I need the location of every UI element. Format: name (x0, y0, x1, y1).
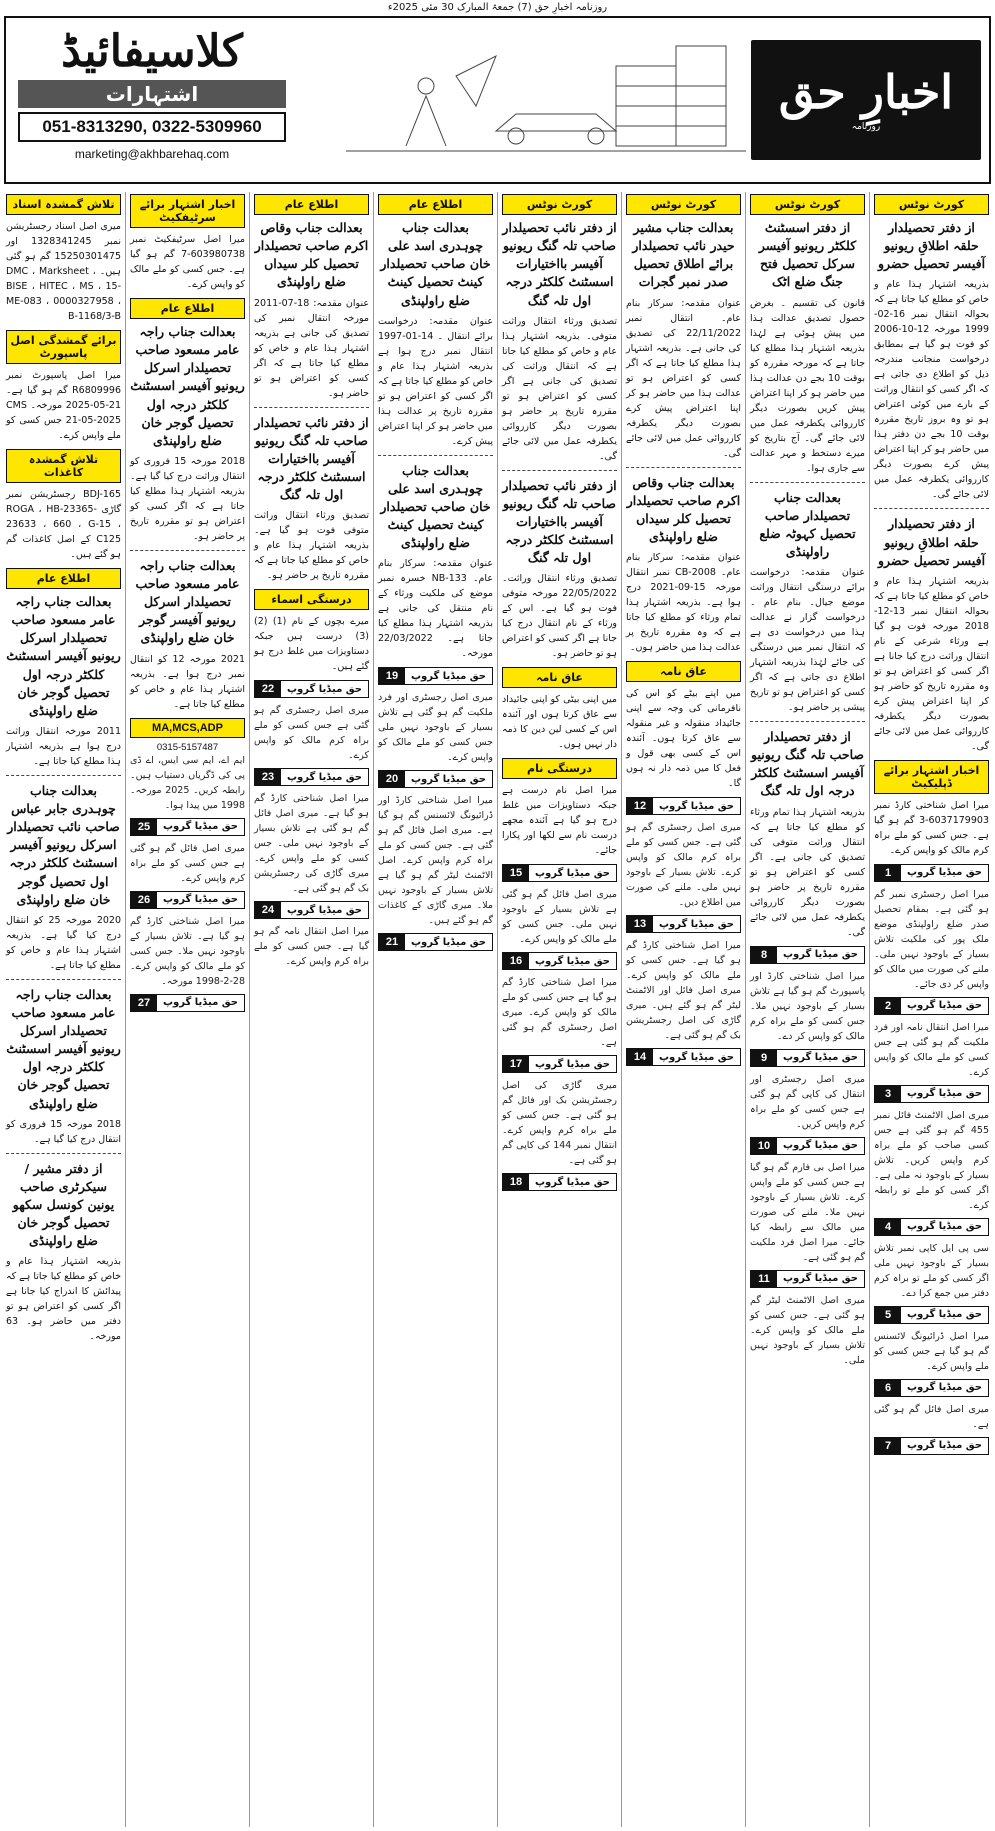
media-group-label: حق میڈیا گروپ (658, 918, 735, 930)
section-header: اطلاع عام (6, 568, 121, 589)
notice-heading: از دفتر اسسٹنٹ کلکٹر ریونیو آفیسر سرکل تحصیل فتح جنگ ضلع اٹک (758, 220, 857, 290)
media-group-label: حق میڈیا گروپ (410, 773, 487, 785)
notice-body: بذریعہ اشتہار ہذا عام و خاص کو مطلع کیا جاتا ہے کہ پیدائش کا اندراج کیا جانا ہے اگر کسی کو اعتراض ہو تو دفتر میں حاضر ہو۔ 63 مورخہ۔ (6, 1256, 121, 1343)
ad-number: 18 (503, 1174, 529, 1190)
ad-number: 27 (131, 995, 157, 1011)
ad-number: 17 (503, 1056, 529, 1072)
section-header: اخبار اشتہار برائے سرٹیفکیٹ (130, 194, 245, 228)
ad-number: 22 (255, 681, 281, 697)
media-group-label: حق میڈیا گروپ (410, 670, 487, 682)
notice-body: بذریعہ اشتہار ہذا عام و خاص کو مطلع کیا جاتا ہے کہ بحوالہ انتقال نمبر 16-02-1999 مورخہ 12-10-2006 کو فوت ہو گیا ہے بمطابق درخواست منجانب مندرجہ ذیل کو اطلاع دی جاتی ہے کہ اگر کسی کو انتقال وراثت کے بارے میں کوئی اعتراض ہو تو وہ بروز تاریخ مقررہ بوقت 10 بجے دن دفتر ہذا میں حاضر ہو کر اپنا اعتراض پیش کرے بصورت دیگر کارروائی یکطرفہ عمل میں لائی جائے گی۔ (874, 279, 989, 501)
dateline: روزنامہ اخبارِ حق (7) جمعۃ المبارک 30 مئی 2025ء (387, 2, 608, 13)
ad-number: 12 (627, 798, 653, 814)
column-2 (745, 192, 869, 1827)
divider (874, 508, 989, 509)
notice-body: عنوان مقدمہ: سرکار بنام عام۔ انتقال نمبر 22/11/2022 کی تصدیق کی جانی ہے۔ بذریعہ اشتہار ہذا مطلع کیا جاتا ہے کہ اگر کسی کو اعتراض ہو تو عدالت ہذا میں حاضر ہو کر اپنا اعتراض پیش کرے بصورت دیگر یکطرفہ کارروائی عمل میں لائی جائے گی۔ (626, 297, 741, 459)
notice-text: میری اصل الاٹمنٹ فائل نمبر 455 گم ہو گئی ہے جس کسی صاحب کو ملے براہ کرم واپس کریں۔ تلاش بسیار کے باوجود نہ ملی ہے۔ اگر کسی کو ملے تو رابطہ کرے۔ (874, 1109, 989, 1211)
section-header: اطلاع عام (130, 298, 245, 319)
notice-text: میری اصل الاٹمنٹ لیٹر گم ہو گئی ہے۔ جس کسی کو ملے مالک کو واپس کرے۔ تلاش بسیار کے باوجود نہیں ملی۔ (750, 1294, 865, 1366)
section-header: برائے گمشدگی اصل پاسپورٹ (6, 330, 121, 364)
divider (626, 467, 741, 468)
section-header: کورٹ نوٹس (874, 194, 989, 215)
notice-text: میرا اصل رجسٹری نمبر گم ہو گئی ہے۔ بمقام تحصیل صدر ضلع راولپنڈی موضع ملک پور کی ملکیت تلاش بسیار کے باوجود نہیں ملی۔ ملنے کی صورت میں مالک کو واپس کر دی جائے۔ (874, 888, 989, 990)
notice-text: میرا اصل شناختی کارڈ گم ہو گیا ہے جس کسی کو ملے مالک کو واپس کرے۔ میری اصل رجسٹری گم ہو گئی ہے۔ (502, 977, 617, 1049)
divider (750, 721, 865, 722)
media-group-bar (874, 1306, 989, 1324)
ad-number: 2 (875, 998, 901, 1014)
media-group-bar (626, 797, 741, 815)
media-group-label: حق میڈیا گروپ (162, 894, 239, 905)
notice-body: 2018 مورخہ 15 فروری کو انتقال درج کیا گیا ہے۔ (6, 1118, 121, 1145)
notice-text: میرا اصل بی فارم گم ہو گیا ہے جس کسی کو ملے واپس کرے۔ تلاش بسیار کے باوجود نہیں ملا۔ ملنے کی صورت میں مالک سے رابطہ کیا جائے۔ میرا اصل فرد ملکیت گم ہو گئی ہے۔ (750, 1161, 865, 1263)
classified-phone: 051-8313290, 0322-5309960 (18, 112, 286, 142)
media-group-label: حق میڈیا گروپ (782, 949, 859, 960)
media-group-bar (378, 933, 493, 951)
notice-body: بذریعہ اشتہار ہذا تمام ورثاء کو مطلع کیا جاتا ہے کہ انتقال وراثت متوفی کی تصدیق کی جانی ہے۔ اگر کسی کو اعتراض ہو تو مقررہ تاریخ پر حاضر ہو بصورت دیگر کارروائی یکطرفہ عمل میں لائی جائے گی۔ (750, 806, 865, 938)
notice-heading: بعدالت جناب راجہ عامر مسعود صاحب تحصیلدار اسرکل ریونیو آفیسر اسسٹنٹ کلکٹر درجہ اول تحصیل گوجر خان ضلع راولپنڈی (6, 594, 121, 718)
notice-heading: از دفتر تحصیلدار صاحب تلہ گنگ ریونیو آفیسر اسسٹنٹ کلکٹر درجہ اول تلہ گنگ (750, 729, 864, 799)
ad-number: 23 (255, 769, 281, 785)
media-group-label: حق میڈیا گروپ (534, 955, 611, 967)
media-group-label: حق میڈیا گروپ (410, 936, 487, 948)
divider (130, 550, 245, 551)
section-header: اطلاع عام (254, 194, 369, 215)
section-header: کورٹ نوٹس (750, 194, 865, 215)
media-group-bar (750, 946, 865, 964)
media-group-bar (254, 768, 369, 786)
media-group-label: حق میڈیا گروپ (906, 1000, 983, 1012)
media-group-bar (874, 1085, 989, 1103)
notice-body: تصدیق ورثاء انتقال وراثت متوفی فوت ہو گیا ہے۔ بذریعہ اشتہار ہذا عام و خاص کو مطلع کیا جاتا ہے کہ مقررہ تاریخ پر حاضر ہو۔ (254, 510, 369, 582)
notice-text: میرا اصل شناختی کارڈ اور پاسپورٹ گم ہو گیا ہے تلاش بسیار کے باوجود نہیں ملا۔ جس کسی کو ملے براہ کرم مالک کو واپس کر دے۔ (750, 970, 865, 1042)
media-group-label: حق میڈیا گروپ (658, 1051, 735, 1063)
media-group-label: حق میڈیا گروپ (534, 867, 611, 879)
section-header: تلاش گمشدہ اسناد (6, 194, 121, 215)
notice-heading: از دفتر نائب تحصیلدار صاحب تلہ گنگ ریونیو آفیسر بااختیارات اسسٹنٹ کلکٹر درجہ اول تلہ گنگ (502, 477, 617, 566)
notice-heading: از دفتر تحصیلدار حلقہ اطلاقِ ریونیو آفیسر تحصیل حضرو (877, 220, 986, 272)
section-header: اطلاع عام (378, 194, 493, 215)
notice-text: میرا اصل انتقال نامہ گم ہو گیا ہے۔ جس کسی کو ملے براہ کرم واپس کرے۔ (254, 926, 369, 968)
divider (254, 407, 369, 408)
media-group-bar (502, 1173, 617, 1191)
notice-body: قانون کی تقسیم ۔ بغرض حصول تصدیق عدالت ہذا میں پیش ہوئی ہے لہٰذا بذریعہ اشتہار ہذا مطلع کیا جاتا ہے کہ مورخہ مقررہ کو بوقت 10 بجے دن عدالت ہذا میں حاضر ہو کر اپنا اعتراض پیش کریں بصورت دیگر کارروائی یکطرفہ عمل میں لائی جائے گی۔ آج بتاریخ کو میرے دستخط و مہر عدالت سے جاری ہوا۔ (750, 297, 865, 474)
media-group-bar (502, 1055, 617, 1073)
notice-text: میرا اصل ڈرائیونگ لائسنس گم ہو گیا ہے جس کسی کو ملے واپس کرے۔ (874, 1330, 989, 1372)
logo-subtitle: روزنامہ (851, 122, 881, 133)
divider (6, 979, 121, 980)
media-group-bar (378, 667, 493, 685)
notice-text: میرا اصل شناختی کارڈ گم ہو گیا ہے۔ جس کسی کو ملے مالک کو واپس کرے۔ میری اصل فائل اور الاٹمنٹ لیٹر گم ہو گئے ہیں۔ میری گاڑی کی اصل رجسٹریشن بک گم ہو گئی ہے۔ (626, 940, 741, 1041)
notice-body: میرا اصل شناختی کارڈ نمبر 6037179903-3 گم ہو گیا ہے۔ جس کسی کو ملے براہ کرم مالک کو واپس کرے۔ (874, 799, 989, 856)
media-group-label: حق میڈیا گروپ (906, 1221, 983, 1233)
notice-body: بذریعہ اشتہار ہذا عام و خاص کو مطلع کیا جاتا ہے کہ بحوالہ انتقال نمبر 13-12-2018 مورخہ فوت ہو گیا ہے ورثاء شرعی کے نام انتقال وراثت درج کیا جانا ہے اگر کسی کو اعتراض ہو تو وہ مقررہ تاریخ کو حاضر ہو کر اپنا اعتراض پیش کرے بصورت دیگر یکطرفہ کارروائی عمل میں لائی جائے گی۔ (874, 575, 989, 752)
column-4 (497, 192, 621, 1827)
ad-number: 25 (131, 819, 157, 835)
notice-body: 2021 مورخہ 12 کو انتقال نمبر درج ہوا ہے۔ بذریعہ اشتہار ہذا عام و خاص کو مطلع کیا جاتا ہے۔ (130, 653, 245, 710)
media-group-bar (750, 1137, 865, 1155)
media-group-label: حق میڈیا گروپ (658, 800, 735, 812)
media-group-bar (874, 1218, 989, 1236)
classified-title: کلاسیفائیڈ (61, 26, 243, 77)
divider (378, 455, 493, 456)
media-group-label: حق میڈیا گروپ (162, 821, 239, 832)
newspaper-logo (751, 40, 981, 160)
masthead-illustration (346, 36, 746, 160)
media-group-bar (254, 901, 369, 919)
divider (6, 775, 121, 776)
ad-number: 19 (379, 668, 405, 684)
classified-email: marketing@akhbarehaq.com (74, 147, 230, 162)
notice-body: 2020 مورخہ 25 کو انتقال درج کیا گیا ہے۔ بذریعہ اشتہار ہذا عام و خاص کو مطلع کیا جاتا ہے۔ (6, 914, 121, 971)
ad-number: 1 (875, 865, 901, 881)
notice-text: میرا اصل شناختی کارڈ گم ہو گیا ہے۔ میری اصل فائل گم ہو گئی ہے تلاش بسیار کے باوجود نہیں ملی۔ جس کسی کو ملے واپس کرے۔ میری گاڑی کی رجسٹریشن بک گم ہو گئی ہے۔ (254, 793, 369, 895)
classified-subtitle: اشتہارات (18, 80, 286, 108)
ad-number: 11 (751, 1271, 777, 1287)
notice-heading: بعدالت جناب راجہ عامر مسعود صاحب تحصیلدار اسرکل ریونیو آفیسر اسسٹنٹ کلکٹر درجہ اول تحصیل گوجر خان ضلع راولپنڈی (6, 986, 121, 1111)
notice-heading: از دفتر نائب تحصیلدار صاحب تلہ گنگ ریونیو آفیسر بااختیارات اسسٹنٹ کلکٹر درجہ اول تلہ گنگ (502, 220, 617, 308)
ad-number: 4 (875, 1219, 901, 1235)
masthead (4, 16, 991, 184)
column-3 (621, 192, 745, 1827)
column-5 (373, 192, 497, 1827)
media-group-label: حق میڈیا گروپ (534, 1176, 611, 1188)
notice-heading: بعدالت جناب چوہدری جابر عباس صاحب نائب تحصیلدار اسرکل ریونیو آفیسر اسسٹنٹ کلکٹر درجہ اول تحصیل گوجر خان ضلع راولپنڈی (7, 782, 120, 907)
ad-number: 14 (627, 1049, 653, 1065)
logo-title: اخبارِ حق (778, 64, 954, 119)
notice-heading: بعدالت جناب وقاص اکرم صاحب تحصیلدار تحصیل کلر سیداں ضلع راولپنڈی (254, 220, 369, 290)
notice-body: عنوان مقدمہ: سرکار بنام عام۔ NB-133 خسرہ نمبر موضع کی ملکیت ورثاء کے نام منتقل کی جانی ہے بذریعہ اشتہار ہذا مطلع کیا جاتا ہے۔ 22/03/2022 مورخہ۔ (378, 558, 493, 660)
notice-text: میری گاڑی کی اصل رجسٹریشن بک اور فائل گم ہو گئی ہے۔ جس کسی کو ملے براہ کرم واپس کرے۔ انتقال نمبر 144 کی کاپی گم ہو گئی ہے۔ (502, 1080, 617, 1167)
media-group-bar (874, 1437, 989, 1455)
notice-heading: از دفتر نائب تحصیلدار صاحب تلہ گنگ ریونیو آفیسر بااختیارات اسسٹنٹ کلکٹر درجہ اول تلہ گنگ (254, 414, 369, 502)
notice-body: میں اپنی بیٹی کو اپنی جائیداد سے عاق کرتا ہوں اور آئندہ اس کے کسی لین دین کا ذمہ دار نہیں ہوں۔ (502, 694, 617, 751)
ad-number: 9 (751, 1050, 777, 1066)
ad-number: 16 (503, 953, 529, 969)
section-header: درستگی نام (502, 758, 617, 779)
notice-body: عنوان مقدمہ: 18-07-2011 مورخہ انتقال نمبر کی تصدیق کی جانی ہے بذریعہ اشتہار ہذا عام و خاص کو مطلع کیا جاتا ہے کہ اگر کسی کو اعتراض ہو تو حاضر ہو۔ (254, 297, 369, 399)
media-group-bar (874, 997, 989, 1015)
column-1 (869, 192, 993, 1827)
classified-banner (18, 28, 286, 161)
notice-body: تصدیق ورثاء انتقال وراثت متوفی۔ بذریعہ اشتہار ہذا عام و خاص کو مطلع کیا جاتا ہے کہ انتقال وراثت کی تصدیق کی جانی ہے اگر کسی کو اعتراض ہو تو مقررہ تاریخ پر حاضر ہو بصورت دیگر کارروائی یکطرفہ عمل میں لائی جائے گی۔ (502, 315, 617, 462)
ad-number: 10 (751, 1138, 777, 1154)
notice-heading: بعدالت جناب چوہدری اسد علی خان صاحب تحصیلدار کینٹ تحصیل کینٹ ضلع راولپنڈی (380, 462, 491, 551)
section-header: عاق نامہ (626, 661, 741, 682)
media-group-label: حق میڈیا گروپ (286, 771, 363, 783)
notice-text: میری اصل فائل گم ہو گئی ہے جس کسی کو ملے براہ کرم واپس کرے۔ (130, 842, 245, 884)
media-group-bar (626, 915, 741, 933)
notice-text: سی پی ایل کاپی نمبر تلاش بسیار کے باوجود نہیں ملی اگر کسی کو ملے تو براہ کرم دفتر میں جمع کرا دے۔ (874, 1242, 989, 1299)
notice-text: میری اصل فائل گم ہو گئی ہے تلاش بسیار کے باوجود نہیں ملی۔ جس کسی کو ملے مالک کو واپس کرے۔ (502, 889, 617, 946)
ad-number: 20 (379, 771, 405, 787)
media-group-bar (378, 770, 493, 788)
notice-heading: بعدالت جناب راجہ عامر مسعود صاحب تحصیلدار اسرکل ریونیو آفیسر اسسٹنٹ کلکٹر درجہ اول تحصیل گوجر خان ضلع راولپنڈی (130, 324, 245, 448)
notice-body: عنوان مقدمہ: سرکار بنام عام۔ CB-2008 نمبر انتقال مورخہ 15-09-2021 درج ہوا ہے۔ بذریعہ اشتہار ہذا تمام ورثاء کو مطلع کیا جاتا ہے کہ وہ مقررہ تاریخ پر عدالت ہذا میں حاضر ہوں۔ (626, 552, 742, 653)
notice-body: 2011 مورخہ انتقال وراثت درج ہوا ہے بذریعہ اشتہار ہذا مطلع کیا جاتا ہے۔ (6, 725, 121, 767)
media-group-label: حق میڈیا گروپ (906, 1382, 983, 1394)
media-group-bar (750, 1270, 865, 1288)
column-6 (249, 192, 373, 1827)
media-group-label: حق میڈیا گروپ (906, 1309, 983, 1321)
media-group-bar (130, 818, 245, 836)
divider (502, 470, 617, 471)
column-7 (125, 192, 249, 1827)
divider (6, 1153, 121, 1154)
notice-body: میں اپنے بیٹے کو اس کی نافرمانی کی وجہ سے اپنی جائیداد منقولہ و غیر منقولہ سے عاق کرتا ہوں۔ آئندہ اس کے کسی بھی قول و فعل کا میں ذمہ دار نہ ہوں گا۔ (626, 688, 741, 789)
ad-number: 8 (751, 947, 777, 963)
notice-text: میرا اصل انتقال نامہ اور فرد ملکیت گم ہو گئی ہے جس کسی کو ملے مالک کو واپس کرے۔ (874, 1021, 989, 1078)
notice-text: میری اصل رجسٹری گم ہو گئی ہے جس کسی کو ملے براہ کرم مالک کو واپس کرے۔ (254, 705, 369, 762)
notice-text: ایم اے، ایم سی ایس، اے ڈی پی کی ڈگریاں دستیاب ہیں۔ رابطہ کریں۔ 2025 مورخہ۔ 1998 میں پیدا ہوا۔ (130, 754, 245, 811)
media-group-bar (254, 680, 369, 698)
section-header: عاق نامہ (502, 667, 617, 688)
notice-heading: بعدالت جناب چوہدری اسد علی خان صاحب تحصیلدار کینٹ تحصیل کینٹ ضلع راولپنڈی (380, 220, 491, 308)
section-header: کورٹ نوٹس (502, 194, 617, 215)
notice-body: میری اصل اسناد رجسٹریشن نمبر 1328341245 اور 15250301475 گم ہو گئی ہیں۔ DMC ، Marksheet ، BISE ، HITEC ، MS ، 15-ME-083 ، 0000327958 ، B-1168/3-B (6, 221, 121, 322)
media-group-label: حق میڈیا گروپ (782, 1273, 859, 1284)
section-header: اخبار اشتہار برائے ڈپلیکیٹ (874, 760, 989, 794)
notice-body: تصدیق ورثاء انتقال وراثت۔ 22/05/2022 مورخہ متوفی فوت ہو گیا ہے۔ اس کے ورثاء کے نام انتقال درج کیا جانا ہے اگر کسی کو اعتراض ہو تو حاضر ہو۔ (502, 573, 617, 660)
media-group-label: حق میڈیا گروپ (782, 1052, 859, 1063)
ad-number: 3 (875, 1086, 901, 1102)
section-header: کورٹ نوٹس (626, 194, 741, 215)
ad-box: MA,MCS,ADP (130, 718, 245, 738)
ad-number: 26 (131, 892, 157, 908)
media-group-label: حق میڈیا گروپ (534, 1058, 611, 1070)
media-group-bar (874, 864, 989, 882)
column-8 (2, 192, 125, 1827)
media-group-label: حق میڈیا گروپ (286, 904, 363, 916)
notice-heading: بعدالت جناب مشیر حیدر نائب تحصیلدار برائے اطلاق تحصیل صدر نمبر گجرات (632, 220, 735, 290)
ad-number: 21 (379, 934, 405, 950)
media-group-label: حق میڈیا گروپ (906, 1088, 983, 1100)
notice-text: میری اصل رجسٹری اور انتقال کی کاپی گم ہو گئی ہے جس کسی کو ملے براہ کرم واپس کریں۔ (750, 1073, 865, 1130)
notice-text: میری اصل رجسٹری اور فرد ملکیت گم ہو گئی ہے تلاش بسیار کے باوجود نہیں ملی جس کسی کو ملے مالک کو واپس کرے۔ (378, 692, 493, 764)
media-group-bar (502, 952, 617, 970)
ad-number: 6 (875, 1380, 901, 1396)
media-group-bar (502, 864, 617, 882)
classified-columns (0, 192, 995, 1827)
media-group-bar (626, 1048, 741, 1066)
notice-text: میرا اصل شناختی کارڈ گم ہو گیا ہے۔ تلاش بسیار کے باوجود نہیں ملا۔ جس کسی کو ملے مالک کو واپس کرے۔ 28-2-1998 مورخہ۔ (130, 915, 245, 987)
notice-heading: بعدالت جناب تحصیلدار صاحب تحصیل کہوٹہ ضلع راولپنڈی (759, 489, 856, 559)
media-group-label: حق میڈیا گروپ (162, 997, 239, 1008)
ad-number: 24 (255, 902, 281, 918)
notice-body: میرا اصل پاسپورٹ نمبر R6809996 گم ہو گیا ہے۔ 21-05-2025 مورخہ۔ CMS 21-05-2025 جس کسی کو ملے واپس کرے۔ (6, 370, 121, 441)
ad-number: 5 (875, 1307, 901, 1323)
notice-body: 2018 مورخہ 15 فروری کو انتقال وراثت درج کیا گیا ہے۔ بذریعہ اشتہار ہذا مطلع کیا جاتا ہے کہ اگر کسی کو اعتراض ہو تو مقررہ تاریخ پر حاضر ہو۔ (130, 455, 245, 542)
ad-number: 13 (627, 916, 653, 932)
notice-heading: بعدالت جناب وقاص اکرم صاحب تحصیلدار تحصیل کلر سیداں ضلع راولپنڈی (626, 474, 741, 544)
ad-phone: 0315-5157487 (156, 741, 219, 753)
media-group-bar (750, 1049, 865, 1067)
media-group-bar (874, 1379, 989, 1397)
media-group-label: حق میڈیا گروپ (286, 683, 363, 695)
divider (750, 482, 865, 483)
media-group-bar (130, 994, 245, 1012)
media-group-label: حق میڈیا گروپ (906, 1440, 983, 1452)
media-group-bar (130, 891, 245, 909)
section-header: درستگی اسماء (254, 589, 369, 610)
notice-body: BDJ-165 رجسٹریشن نمبر گاڑی ROGA ، HB-23365-23633 ، 660 ، G-15 ، C125 کے اصل کاغذات گم ہو گئے ہیں۔ (6, 489, 121, 560)
notice-body: عنوان مقدمہ: درخواست برائے انتقال ۔ 14-01-1997 انتقال نمبر درج ہوا ہے بذریعہ اشتہار ہذا عام و خاص کو مطلع کیا جاتا ہے کہ اگر کسی کو اعتراض ہو تو مقررہ تاریخ پر عدالت ہذا میں حاضر ہو کر اپنا اعتراض پیش کرے۔ (378, 315, 493, 447)
notice-text: میری اصل فائل گم ہو گئی ہے۔ (874, 1403, 989, 1430)
notice-body: میرا اصل سرٹیفکیٹ نمبر 603980738-7 گم ہو گیا ہے۔ جس کسی کو ملے مالک کو واپس کرے۔ (130, 234, 245, 290)
notice-body: میرا اصل نام درست ہے جبکہ دستاویزات میں غلط درج ہو گیا ہے آئندہ مجھے درست نام سے لکھا اور پکارا جائے۔ (502, 785, 617, 857)
notice-body: میرے بچوں کے نام (1) (2) (3) درست ہیں جبکہ دستاویزات میں غلط درج ہو گئے ہیں۔ (254, 616, 369, 673)
ad-number: 15 (503, 865, 529, 881)
media-group-label: حق میڈیا گروپ (782, 1140, 859, 1151)
section-header: تلاش گمشدہ کاغذات (6, 449, 121, 483)
notice-heading: بعدالت جناب راجہ عامر مسعود صاحب تحصیلدار اسرکل ریونیو آفیسر گوجر خان ضلع راولپنڈی (135, 557, 240, 646)
notice-heading: از دفتر مشیر / سیکرٹری صاحب یونین کونسل سکھو تحصیل گوجر خان ضلع راولپنڈی (12, 1160, 115, 1249)
notice-heading: از دفتر تحصیلدار حلقہ اطلاقِ ریونیو آفیسر تحصیل حضرو (877, 516, 986, 568)
notice-text: میری اصل رجسٹری گم ہو گئی ہے۔ جس کسی کو ملے براہ کرم مالک کو واپس کرے۔ تلاش بسیار کے باوجود نہیں ملی۔ ملنے کی صورت میں اطلاع دیں۔ (626, 822, 741, 908)
media-group-label: حق میڈیا گروپ (906, 867, 983, 879)
notice-body: عنوان مقدمہ: درخواست برائے درستگی انتقال وراثت موضع جیال۔ بنام عام ۔ درخواست گزار نے عدالت ہذا میں درخواست دی ہے کہ انتقال نمبر میں درستگی کی جائے لہٰذا بذریعہ اشتہار اطلاع دی جاتی ہے کہ اگر کسی کو اعتراض ہو تو تاریخ پیشی پر حاضر ہو۔ (750, 567, 865, 713)
notice-text: میرا اصل شناختی کارڈ اور ڈرائیونگ لائسنس گم ہو گیا ہے۔ میری اصل فائل گم ہو گئی ہے۔ جس کسی کو ملے براہ کرم واپس کرے۔ اصل الاٹمنٹ لیٹر گم ہو گیا ہے تلاش بسیار کے باوجود نہیں ملا۔ میری گاڑی کے کاغذات گم ہو گئے ہیں۔ (378, 795, 493, 927)
ad-number: 7 (875, 1438, 901, 1454)
